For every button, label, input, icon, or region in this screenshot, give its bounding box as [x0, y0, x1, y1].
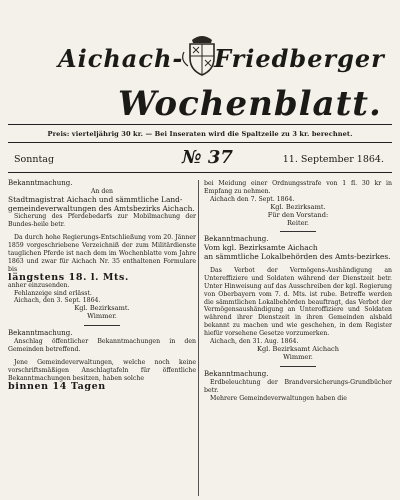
- right-column: [204, 180, 392, 402]
- masthead-title-aichach: Aichach-: [58, 44, 184, 73]
- notice-continued-for: Für den Vorstand:: [267, 210, 329, 219]
- notice-1-subject: Sicherung des Pferdebedarfs zur Mobilmachung der Bundes-heile betr.: [8, 213, 196, 229]
- notice-4-body: Mehrere Gemeindeverwaltungen haben die: [210, 394, 347, 402]
- masthead-title-wochenblatt: Wochenblatt.: [118, 84, 382, 124]
- notice-1-signature: Wimmer.: [87, 312, 117, 321]
- notice-3-office: Kgl. Bezirksamt Aichach: [257, 345, 339, 353]
- notice-divider: [280, 231, 316, 232]
- notice-divider: [280, 366, 316, 367]
- notice-1-recipient-intro: An den: [90, 187, 114, 195]
- dateline: [10, 149, 390, 169]
- left-column: [8, 180, 196, 391]
- issue-number: № 37: [182, 147, 233, 168]
- price-rule: [8, 142, 392, 143]
- column-separator: [198, 180, 199, 496]
- notice-3-place-date: Aichach, den 31. Aug. 1864.: [210, 338, 299, 346]
- notice-2-subject: Anschlag öffentlicher Bekanntmachungen in den Gemeinden betreffend.: [8, 338, 196, 353]
- notice-3-signature: Wimmer.: [283, 352, 313, 361]
- notice-2-body: Jene Gemeindeverwaltungen, welche noch keine vorschriftsmäßigen Anschlagtafeln für öffentliche Bekanntmachungen besitzen, haben solche: [8, 358, 196, 382]
- notice-1-heading: Bekanntmachung.: [8, 179, 73, 187]
- notice-1-office: Kgl. Bezirksamt.: [74, 304, 130, 313]
- notice-1-address-line-1: Stadtmagistrat Aichach und sämmtliche Land-: [8, 194, 183, 204]
- notice-3-heading: Bekanntmachung.: [204, 235, 269, 244]
- notice-2-heading: Bekanntmachung.: [8, 329, 73, 338]
- notice-continued-signature: Reiter.: [286, 218, 310, 227]
- notice-1-body: Da durch hohe Regierungs-Entschließung vom 20. Jänner 1859 vorgeschriebene Verzeichniß der zum Militärdienste tauglichen Pferde ist nach dem im Wochenblatte vom Jahre 1863 und zwar für Aichach Nr. 35 enthaltenen Formulare bis: [8, 234, 196, 273]
- notice-1-note: Fehlanzeige sind erlässt.: [14, 289, 92, 297]
- notice-4-heading: Bekanntmachung.: [204, 369, 269, 378]
- notice-1-address-line-2: gemeindeverwaltungen des Amtsbezirks Aichach.: [8, 203, 195, 213]
- notice-continued-office: Kgl. Bezirksamt.: [270, 202, 326, 211]
- notice-3-body: Das Verbot der Vermögens-Aushändigung an Untereffiziere und Soldaten während der Dienstzeit betr. Unter Hinweisung auf das Ausschreiben der kgl. Regierung von Oberbayern vom 7. d. Mts. ist rube. Betreffe werden die sämmtlichen Lokalbehörden beauftragt, das Verbot der Vermögensaushändigung an Unteroffiziere und Soldaten während ihrer Dienstzeit in ihren Gemeinden alsbald bekannt zu machen und wie geschehen, in dem Register hiefür vorsehene Gesetze vorzumerken.: [204, 266, 392, 338]
- notice-divider: [84, 325, 120, 326]
- masthead-title-friedberger: Friedberger: [214, 44, 385, 73]
- notice-continued-place-date: Aichach den 7. Sept. 1864.: [210, 195, 295, 203]
- notice-1-place-date: Aichach, den 3. Sept. 1864.: [14, 297, 101, 305]
- masthead: [6, 30, 394, 122]
- notice-1-deadline: längstens 18. l. Mts.: [8, 271, 129, 283]
- notice-3-from: Vom kgl. Bezirksamte Aichach: [204, 243, 318, 253]
- price-line: Preis: vierteljährig 30 kr. — Bei Inseraten wird die Spaltzeile zu 3 kr. berechnet.: [47, 130, 353, 138]
- issue-date: 11. September 1864.: [282, 154, 384, 165]
- notice-4-subject: Erdbeleuchtung der Brandversicherungs-Grundbücher betr.: [204, 378, 392, 394]
- notice-3-to: an sämmtliche Lokalbehörden des Amts-bezirkes.: [204, 252, 391, 262]
- issue-day: Sonntag: [14, 154, 55, 165]
- dateline-rule: [8, 172, 392, 173]
- notice-2-deadline: binnen 14 Tagen: [8, 380, 106, 392]
- notice-1-after: anher einzusenden.: [8, 281, 70, 289]
- notice-continued-body: bei Meidung einer Ordnungsstrafe von 1 fl. 30 kr in Empfang zu nehmen.: [204, 180, 392, 195]
- masthead-rule: [8, 124, 392, 125]
